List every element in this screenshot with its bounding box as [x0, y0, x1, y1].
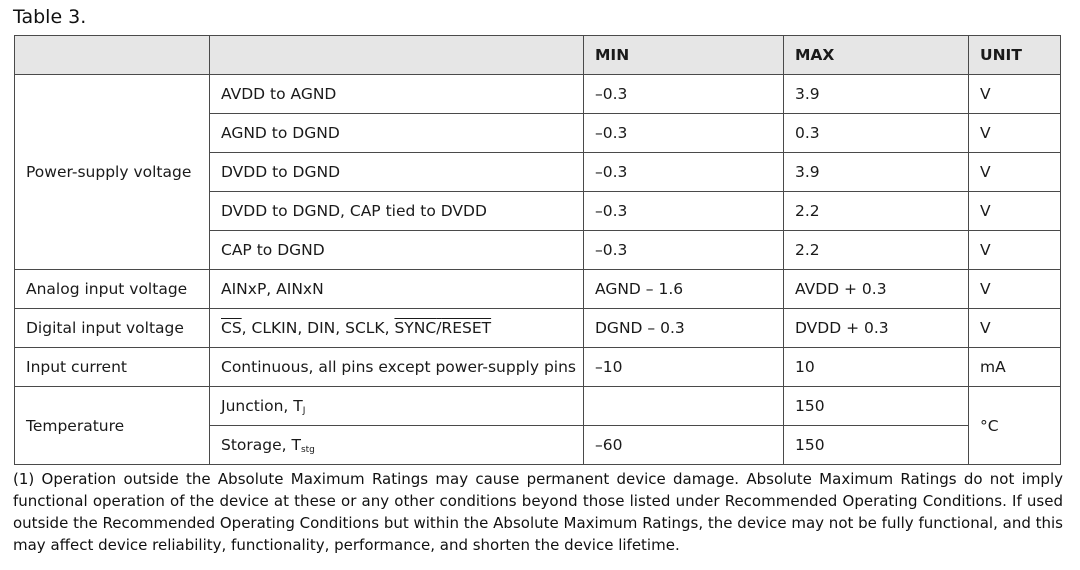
min-cell: –0.3 — [584, 75, 784, 114]
min-cell: DGND – 0.3 — [584, 309, 784, 348]
unit-cell: V — [969, 270, 1061, 309]
condition-cell — [210, 426, 584, 465]
min-cell: –0.3 — [584, 192, 784, 231]
min-cell: –0.3 — [584, 114, 784, 153]
storage-subscript: stg — [300, 444, 315, 455]
table-row — [15, 348, 1061, 387]
condition-cell: AVDD to AGND — [210, 75, 584, 114]
min-cell: –10 — [584, 348, 784, 387]
table-row — [15, 75, 1061, 114]
max-cell: 150 — [784, 426, 969, 465]
condition-cell: AGND to DGND — [210, 114, 584, 153]
cs-pin-label: $\overline{CS}$ — [221, 319, 242, 337]
sync-pin-label: SYNC — [394, 319, 437, 337]
pin-separator: / — [436, 319, 442, 337]
param-input-current: Input current — [15, 348, 210, 387]
max-cell: 10 — [784, 348, 969, 387]
table-row — [15, 309, 1061, 348]
max-cell: 150 — [784, 387, 969, 426]
condition-cell — [210, 387, 584, 426]
reset-pin-label: RESET — [441, 319, 492, 337]
param-analog-input-voltage: Analog input voltage — [15, 270, 210, 309]
min-cell: –0.3 — [584, 153, 784, 192]
table-row — [15, 387, 1061, 426]
junction-label: Junction, T — [221, 396, 303, 415]
max-cell: 0.3 — [784, 114, 969, 153]
condition-cell: Continuous, all pins except power-supply pins — [210, 348, 584, 387]
unit-cell: V — [969, 114, 1061, 153]
header-min: MIN — [584, 36, 784, 75]
max-cell: 3.9 — [784, 75, 969, 114]
condition-cell: DVDD to DGND, CAP tied to DVDD — [210, 192, 584, 231]
param-digital-input-voltage: Digital input voltage — [15, 309, 210, 348]
unit-cell: V — [969, 75, 1061, 114]
unit-cell: V — [969, 153, 1061, 192]
max-cell: 2.2 — [784, 231, 969, 270]
unit-cell: V — [969, 192, 1061, 231]
max-cell: AVDD + 0.3 — [784, 270, 969, 309]
max-cell: 2.2 — [784, 192, 969, 231]
condition-cell: DVDD to DGND — [210, 153, 584, 192]
unit-cell: V — [969, 231, 1061, 270]
param-power-supply-voltage: Power-supply voltage — [15, 75, 210, 270]
table-header-row — [15, 36, 1061, 75]
table-row — [15, 270, 1061, 309]
header-parameter — [15, 36, 210, 75]
min-cell: –60 — [584, 426, 784, 465]
min-cell: AGND – 1.6 — [584, 270, 784, 309]
param-temperature: Temperature — [15, 387, 210, 465]
junction-subscript: J — [302, 405, 306, 416]
table-footnote: (1) Operation outside the Absolute Maximum Ratings may cause permanent device damage. Absolute Maximum Ratings do not imply functional operation of the device at these or any other conditions beyond those listed under Recommended Operating Conditions. If used outside the Recommended Operating Conditions but within the Absolute Maximum Ratings, the device may not be fully functional, and this may affect device reliability, functionality, performance, and shorten the device lifetime. — [13, 470, 1063, 554]
header-condition — [210, 36, 584, 75]
max-cell: 3.9 — [784, 153, 969, 192]
unit-cell: °C — [969, 387, 1061, 465]
unit-cell: V — [969, 309, 1061, 348]
condition-cell — [210, 309, 584, 348]
digital-pins-label: , CLKIN, DIN, SCLK, — [241, 319, 395, 337]
condition-cell: CAP to DGND — [210, 231, 584, 270]
min-cell: –0.3 — [584, 231, 784, 270]
unit-cell: mA — [969, 348, 1061, 387]
max-cell: DVDD + 0.3 — [784, 309, 969, 348]
header-max: MAX — [784, 36, 969, 75]
condition-cell: AINxP, AINxN — [210, 270, 584, 309]
header-unit: UNIT — [969, 36, 1061, 75]
absolute-maximum-ratings-table — [14, 35, 1061, 465]
storage-label: Storage, T — [221, 435, 301, 454]
min-cell — [584, 387, 784, 426]
table-caption: Table 3. — [13, 6, 87, 28]
